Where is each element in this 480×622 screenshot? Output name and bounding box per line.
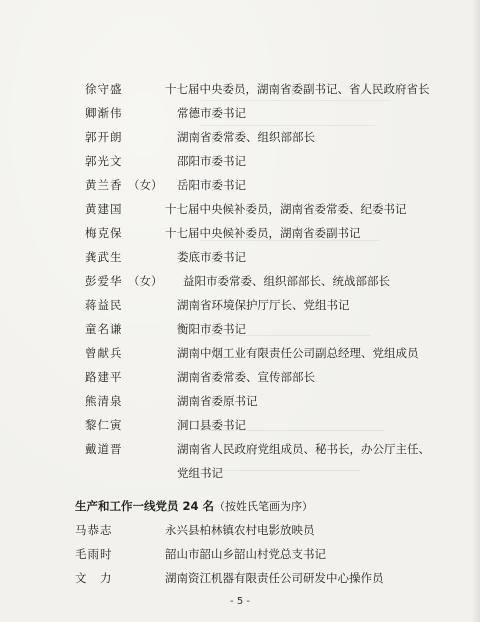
official-row [0, 198, 480, 220]
official-name: 黎仁寅 [85, 418, 123, 432]
official-name: 彭爱华 [85, 274, 123, 288]
official-row [0, 366, 480, 388]
official-title: 十七届中央委员，湖南省委副书记、省人民政府省长 [165, 82, 430, 96]
official-name: 黄建国 [85, 202, 123, 216]
member-title: 韶山市韶山乡韶山村党总支书记 [165, 547, 326, 561]
official-row [0, 174, 480, 196]
official-row [0, 342, 480, 364]
member-name: 文 力 [75, 571, 113, 585]
scan-edge-shadow [472, 0, 480, 622]
section-title: 生产和工作一线党员 24 名 [75, 499, 215, 513]
official-title: 十七届中央候补委员，湖南省委常委、纪委书记 [165, 202, 407, 216]
frontline-row [0, 567, 480, 589]
official-row [0, 246, 480, 268]
official-row [0, 294, 480, 316]
official-title: 常德市委书记 [177, 106, 246, 120]
official-name: 童名谦 [85, 322, 123, 336]
official-name: 曾献兵 [85, 346, 123, 360]
page-number: - 5 - [230, 596, 250, 607]
official-row [0, 126, 480, 148]
official-title: 邵阳市委书记 [177, 154, 246, 168]
official-title: 衡阳市委书记 [177, 322, 246, 336]
official-row [0, 318, 480, 340]
gender-note: （女） [128, 274, 163, 288]
official-title-continuation: 党组书记 [177, 466, 223, 480]
official-row [0, 102, 480, 124]
gender-note: （女） [128, 178, 163, 192]
member-name: 毛雨时 [75, 547, 113, 561]
official-row [0, 390, 480, 412]
official-name: 郭光文 [85, 154, 123, 168]
member-title: 永兴县柏林镇农村电影放映员 [165, 523, 315, 537]
official-name: 熊清泉 [85, 394, 123, 408]
official-row [0, 270, 480, 292]
official-name: 梅克保 [85, 226, 123, 240]
official-row-continuation [0, 462, 480, 484]
official-name: 戴道晋 [85, 442, 123, 456]
official-title: 湖南省人民政府党组成员、秘书长，办公厅主任、 [177, 442, 430, 456]
official-title: 岳阳市委书记 [177, 178, 246, 192]
bleed-through-mark [200, 100, 390, 101]
official-title: 十七届中央候补委员，湖南省委副书记 [165, 226, 361, 240]
frontline-row [0, 519, 480, 541]
official-row [0, 222, 480, 244]
official-title: 湖南省委常委、宣传部部长 [177, 370, 315, 384]
official-title: 洞口县委书记 [177, 418, 246, 432]
official-title: 湖南省环境保护厅厅长、党组书记 [177, 298, 350, 312]
official-name: 黄兰香 [85, 178, 123, 192]
official-name: 郭开朗 [85, 130, 123, 144]
official-row [0, 150, 480, 172]
official-name: 徐守盛 [85, 82, 123, 96]
official-title: 湖南省委常委、组织部部长 [177, 130, 315, 144]
member-title: 湖南资江机器有限责任公司研发中心操作员 [165, 571, 384, 585]
official-name: 卿渐伟 [85, 106, 123, 120]
official-title: 益阳市委常委、组织部部长、统战部部长 [183, 274, 390, 288]
section-sort-note: （按姓氏笔画为序） [214, 500, 314, 513]
official-name: 蒋益民 [85, 298, 123, 312]
member-name: 马恭志 [75, 523, 113, 537]
official-name: 龚武生 [85, 250, 123, 264]
section-heading [75, 496, 313, 517]
official-name: 路建平 [85, 370, 123, 384]
official-title: 湖南中烟工业有限责任公司副总经理、党组成员 [177, 346, 419, 360]
official-title: 湖南省委原书记 [177, 394, 258, 408]
official-row [0, 78, 480, 100]
official-row [0, 414, 480, 436]
official-title: 娄底市委书记 [177, 250, 246, 264]
frontline-row [0, 543, 480, 565]
official-row [0, 438, 480, 460]
